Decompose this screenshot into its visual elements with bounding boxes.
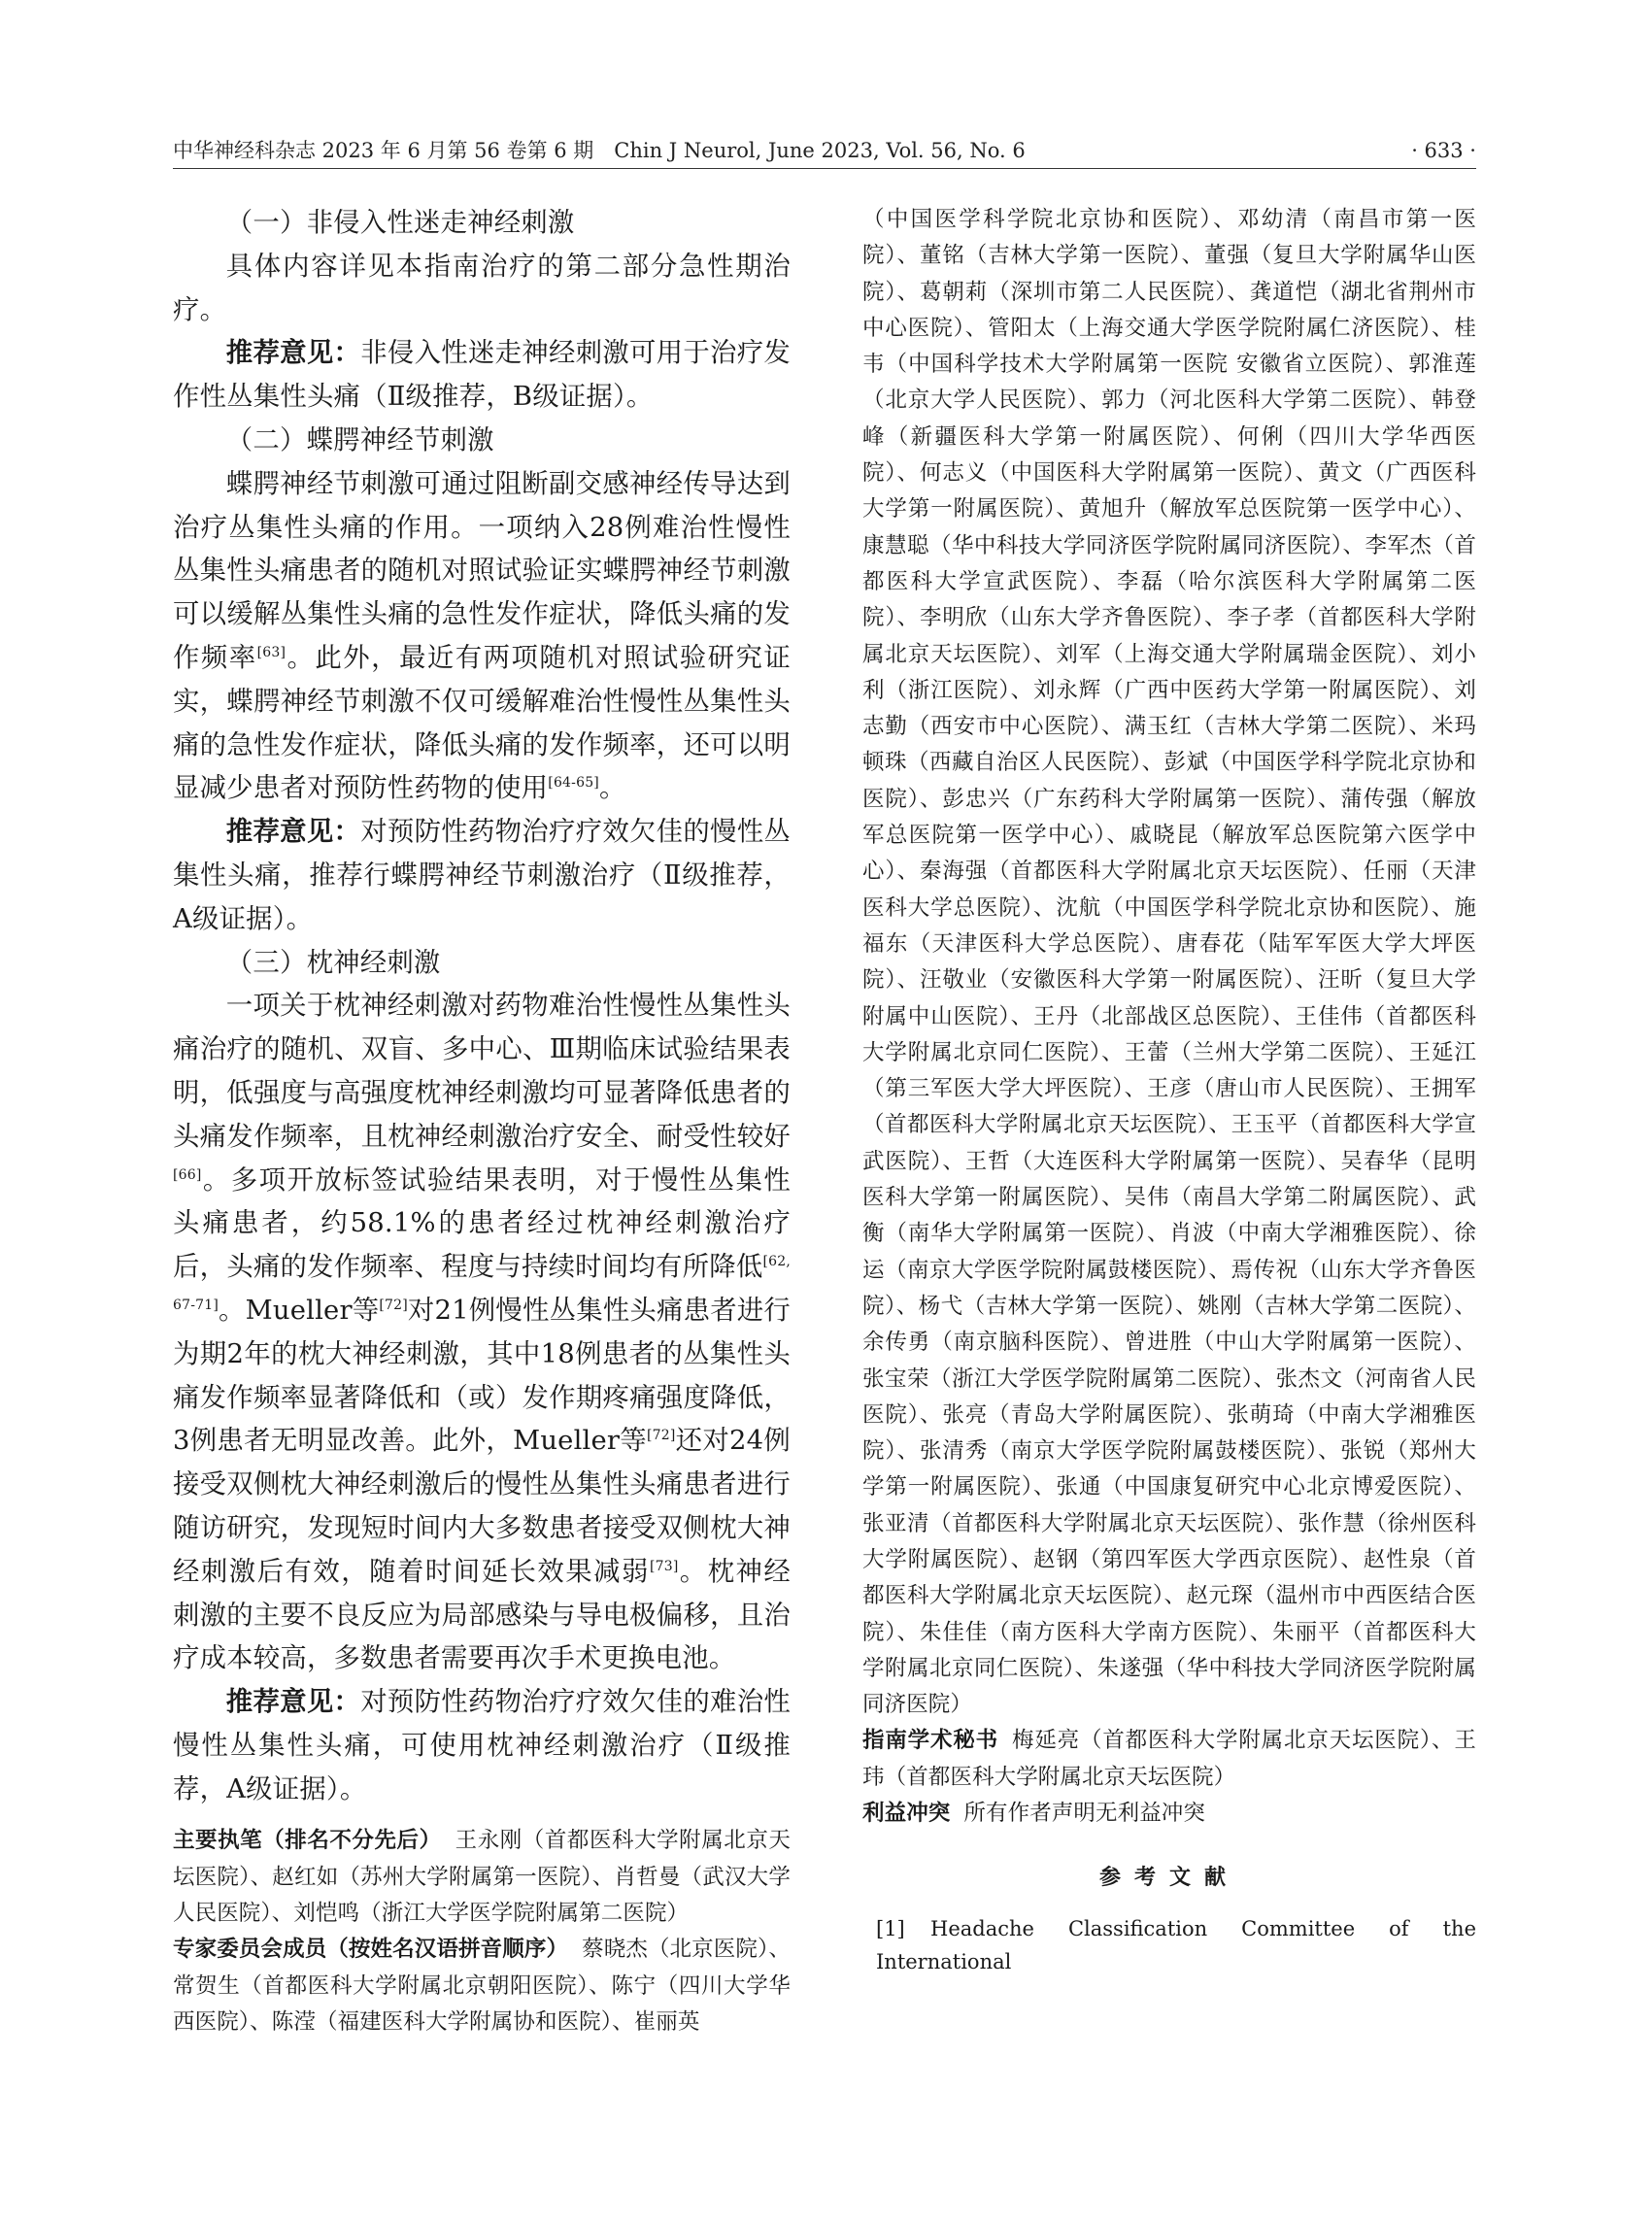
authors-block xyxy=(173,1823,791,1932)
recommendation-text: 非侵入性迷走神经刺激可用于治疗发作性丛集性头痛（Ⅱ级推荐，B级证据）。 xyxy=(173,338,791,413)
header-divider xyxy=(173,168,1476,169)
recommendation-spg xyxy=(173,811,791,941)
text-run: 对21例慢性丛集性头痛患者进行为期2年的枕大神经刺激，其中18例患者的丛集性头痛发作频率显著降低和（或）发作期疼痛强度降低，3例患者无明显改善。此外，Mueller等 xyxy=(173,1295,791,1457)
citation-ref: [66] xyxy=(173,1166,202,1183)
citation-ref: [62, 67-71] xyxy=(173,1254,791,1313)
right-column xyxy=(862,202,1476,1978)
text-run: 。枕神经刺激的主要不良反应为局部感染与导电极偏移，且治疗成本较高，多数患者需要再次手术更换电池。 xyxy=(173,1556,791,1674)
citation-ref: [63] xyxy=(256,644,287,660)
journal-citation: 中华神经科杂志 2023 年 6 月第 56 卷第 6 期 Chin J Neurol, June 2023, Vol. 56, No. 6 xyxy=(173,139,1026,162)
citation-ref: [73] xyxy=(649,1558,679,1574)
recommendation-vagus xyxy=(173,332,791,420)
paragraph-occipital xyxy=(173,985,791,1681)
references-title: 参考文献 xyxy=(1098,1866,1239,1891)
conflict-text: 所有作者声明无利益冲突 xyxy=(963,1801,1206,1827)
authors-label: 主要执笔（排名不分先后） xyxy=(173,1828,442,1854)
text-run: 还对24例接受双侧枕大神经刺激后的慢性丛集性头痛患者进行随访研究，发现短时间内大多数患者接受双侧枕大神经刺激后有效，随着时间延长效果减弱 xyxy=(173,1426,791,1587)
section-heading-spg: （二）蝶腭神经节刺激 xyxy=(225,424,494,455)
paragraph-vagus: 具体内容详见本指南治疗的第二部分急性期治疗。 xyxy=(173,251,791,325)
recommendation-occipital xyxy=(173,1681,791,1811)
text-run: 。 xyxy=(598,773,626,804)
citation-ref: [64-65] xyxy=(548,775,599,792)
recommendation-text: 对预防性药物治疗疗效欠佳的慢性丛集性头痛，推荐行蝶腭神经节刺激治疗（Ⅱ级推荐，A级证据）。 xyxy=(173,817,791,934)
secretary-label: 指南学术秘书 xyxy=(862,1728,998,1754)
experts-block xyxy=(173,1932,791,2040)
secretary-block xyxy=(862,1723,1476,1796)
recommendation-text: 对预防性药物治疗疗效欠佳的难治性慢性丛集性头痛，可使用枕神经刺激治疗（Ⅱ级推荐，A级证据）。 xyxy=(173,1687,791,1804)
paragraph-spg xyxy=(173,463,791,811)
text-run: 。多项开放标签试验结果表明，对于慢性丛集性头痛患者，约58.1%的患者经过枕神经刺激治疗后，头痛的发作频率、程度与持续时间均有所降低 xyxy=(173,1164,791,1283)
conflict-label: 利益冲突 xyxy=(862,1801,951,1827)
recommendation-label: 推荐意见： xyxy=(225,1687,361,1718)
experts-label: 专家委员会成员（按姓名汉语拼音顺序） xyxy=(173,1937,569,1963)
text-run: 。此外，最近有两项随机对照试验研究证实，蝶腭神经节刺激不仅可缓解难治性慢性丛集性头痛的急性发作症状，降低头痛的发作频率，还可以明显减少患者对预防性药物的使用 xyxy=(173,642,791,804)
secretary-text: 梅延亮（首都医科大学附属北京天坛医院）、王玮（首都医科大学附属北京天坛医院） xyxy=(862,1728,1476,1790)
authors-text: 王永刚（首都医科大学附属北京天坛医院）、赵红如（苏州大学附属第一医院）、肖哲曼（武汉大学人民医院）、刘恺鸣（浙江大学医学院附属第二医院） xyxy=(173,1828,791,1927)
section-heading-occipital: （三）枕神经刺激 xyxy=(225,947,441,978)
reference-number: [1] xyxy=(876,1917,905,1941)
text-run: 蝶腭神经节刺激可通过阻断副交感神经传导达到治疗丛集性头痛的作用。一项纳入28例难治性慢性丛集性头痛患者的随机对照试验证实蝶腭神经节刺激可以缓解丛集性头痛的急性发作症状，降低头痛的发作频率 xyxy=(173,468,791,673)
page-number: · 633 · xyxy=(1411,139,1476,162)
conflict-block xyxy=(862,1796,1476,1832)
recommendation-label: 推荐意见： xyxy=(225,817,361,848)
experts-continued: （中国医学科学院北京协和医院）、邓幼清（南昌市第一医院）、董铭（吉林大学第一医院）、董强（复旦大学附属华山医院）、葛朝莉（深圳市第二人民医院）、龚道恺（湖北省荆州市中心医院）、管阳太（上海交通大学医学院附属仁济医院）、桂韦（中国科学技术大学附属第一医院 安徽省立医院）、郭淮莲（北京大学人民医院）、郭力（河北医科大学第二医院）、韩登峰（新疆医科大学第一附属医院）、何俐（四川大学华西医院）、何志义（中国医科大学附属第一医院）、黄文（广西医科大学第一附属医院）、黄旭升（解放军总医院第一医学中心）、康慧聪（华中科技大学同济医学院附属同济医院）、李军杰（首都医科大学宣武医院）、李磊（哈尔滨医科大学附属第二医院）、李明欣（山东大学齐鲁医院）、李子孝（首都医科大学附属北京天坛医院）、刘军（上海交通大学附属瑞金医院）、刘小利（浙江医院）、刘永辉（广西中医药大学第一附属医院）、刘志勤（西安市中心医院）、满玉红（吉林大学第二医院）、米玛顿珠（西藏自治区人民医院）、彭斌（中国医学科学院北京协和医院）、彭忠兴（广东药科大学附属第一医院）、蒲传强（解放军总医院第一医学中心）、戚晓昆（解放军总医院第六医学中心）、秦海强（首都医科大学附属北京天坛医院）、任丽（天津医科大学总医院）、沈航（中国医学科学院北京协和医院）、施福东（天津医科大学总医院）、唐春花（陆军军医大学大坪医院）、汪敬业（安徽医科大学第一附属医院）、汪昕（复旦大学附属中山医院）、王丹（北部战区总医院）、王佳伟（首都医科大学附属北京同仁医院）、王蕾（兰州大学第二医院）、王延江（第三军医大学大坪医院）、王彦（唐山市人民医院）、王拥军（首都医科大学附属北京天坛医院）、王玉平（首都医科大学宣武医院）、王哲（大连医科大学附属第一医院）、吴春华（昆明医科大学第一附属医院）、吴伟（南昌大学第二附属医院）、武衡（南华大学附属第一医院）、肖波（中南大学湘雅医院）、徐运（南京大学医学院附属鼓楼医院）、焉传祝（山东大学齐鲁医院）、杨弋（吉林大学第一医院）、姚刚（吉林大学第二医院）、余传勇（南京脑科医院）、曾进胜（中山大学附属第一医院）、张宝荣（浙江大学医学院附属第二医院）、张杰文（河南省人民医院）、张亮（青岛大学附属医院）、张萌琦（中南大学湘雅医院）、张清秀（南京大学医学院附属鼓楼医院）、张锐（郑州大学第一附属医院）、张通（中国康复研究中心北京博爱医院）、张亚清（首都医科大学附属北京天坛医院）、张作慧（徐州医科大学附属医院）、赵钢（第四军医大学西京医院）、赵性泉（首都医科大学附属北京天坛医院）、赵元琛（温州市中西医结合医院）、朱佳佳（南方医科大学南方医院）、朱丽平（首都医科大学附属北京同仁医院）、朱遂强（华中科技大学同济医学院附属同济医院） xyxy=(862,207,1476,1718)
recommendation-label: 推荐意见： xyxy=(225,338,361,369)
text-run: 。Mueller等 xyxy=(219,1295,380,1326)
running-header xyxy=(173,134,1476,167)
citation-ref: [72] xyxy=(647,1428,676,1444)
citation-ref: [72] xyxy=(379,1297,408,1313)
text-run: 一项关于枕神经刺激对药物难治性慢性丛集性头痛治疗的随机、双盲、多中心、Ⅲ期临床试验结果表明，低强度与高强度枕神经刺激均可显著降低患者的头痛发作频率，且枕神经刺激治疗安全、耐受性较好 xyxy=(173,991,791,1152)
section-heading-vagus: （一）非侵入性迷走神经刺激 xyxy=(225,208,575,238)
reference-text: Headache Classification Committee of the International xyxy=(876,1917,1476,1974)
reference-item xyxy=(862,1912,1476,1978)
left-column xyxy=(173,202,791,2040)
experts-text: 蔡晓杰（北京医院）、常贺生（首都医科大学附属北京朝阳医院）、陈宁（四川大学华西医院）、陈滢（福建医科大学附属协和医院）、崔丽英 xyxy=(173,1937,791,2035)
